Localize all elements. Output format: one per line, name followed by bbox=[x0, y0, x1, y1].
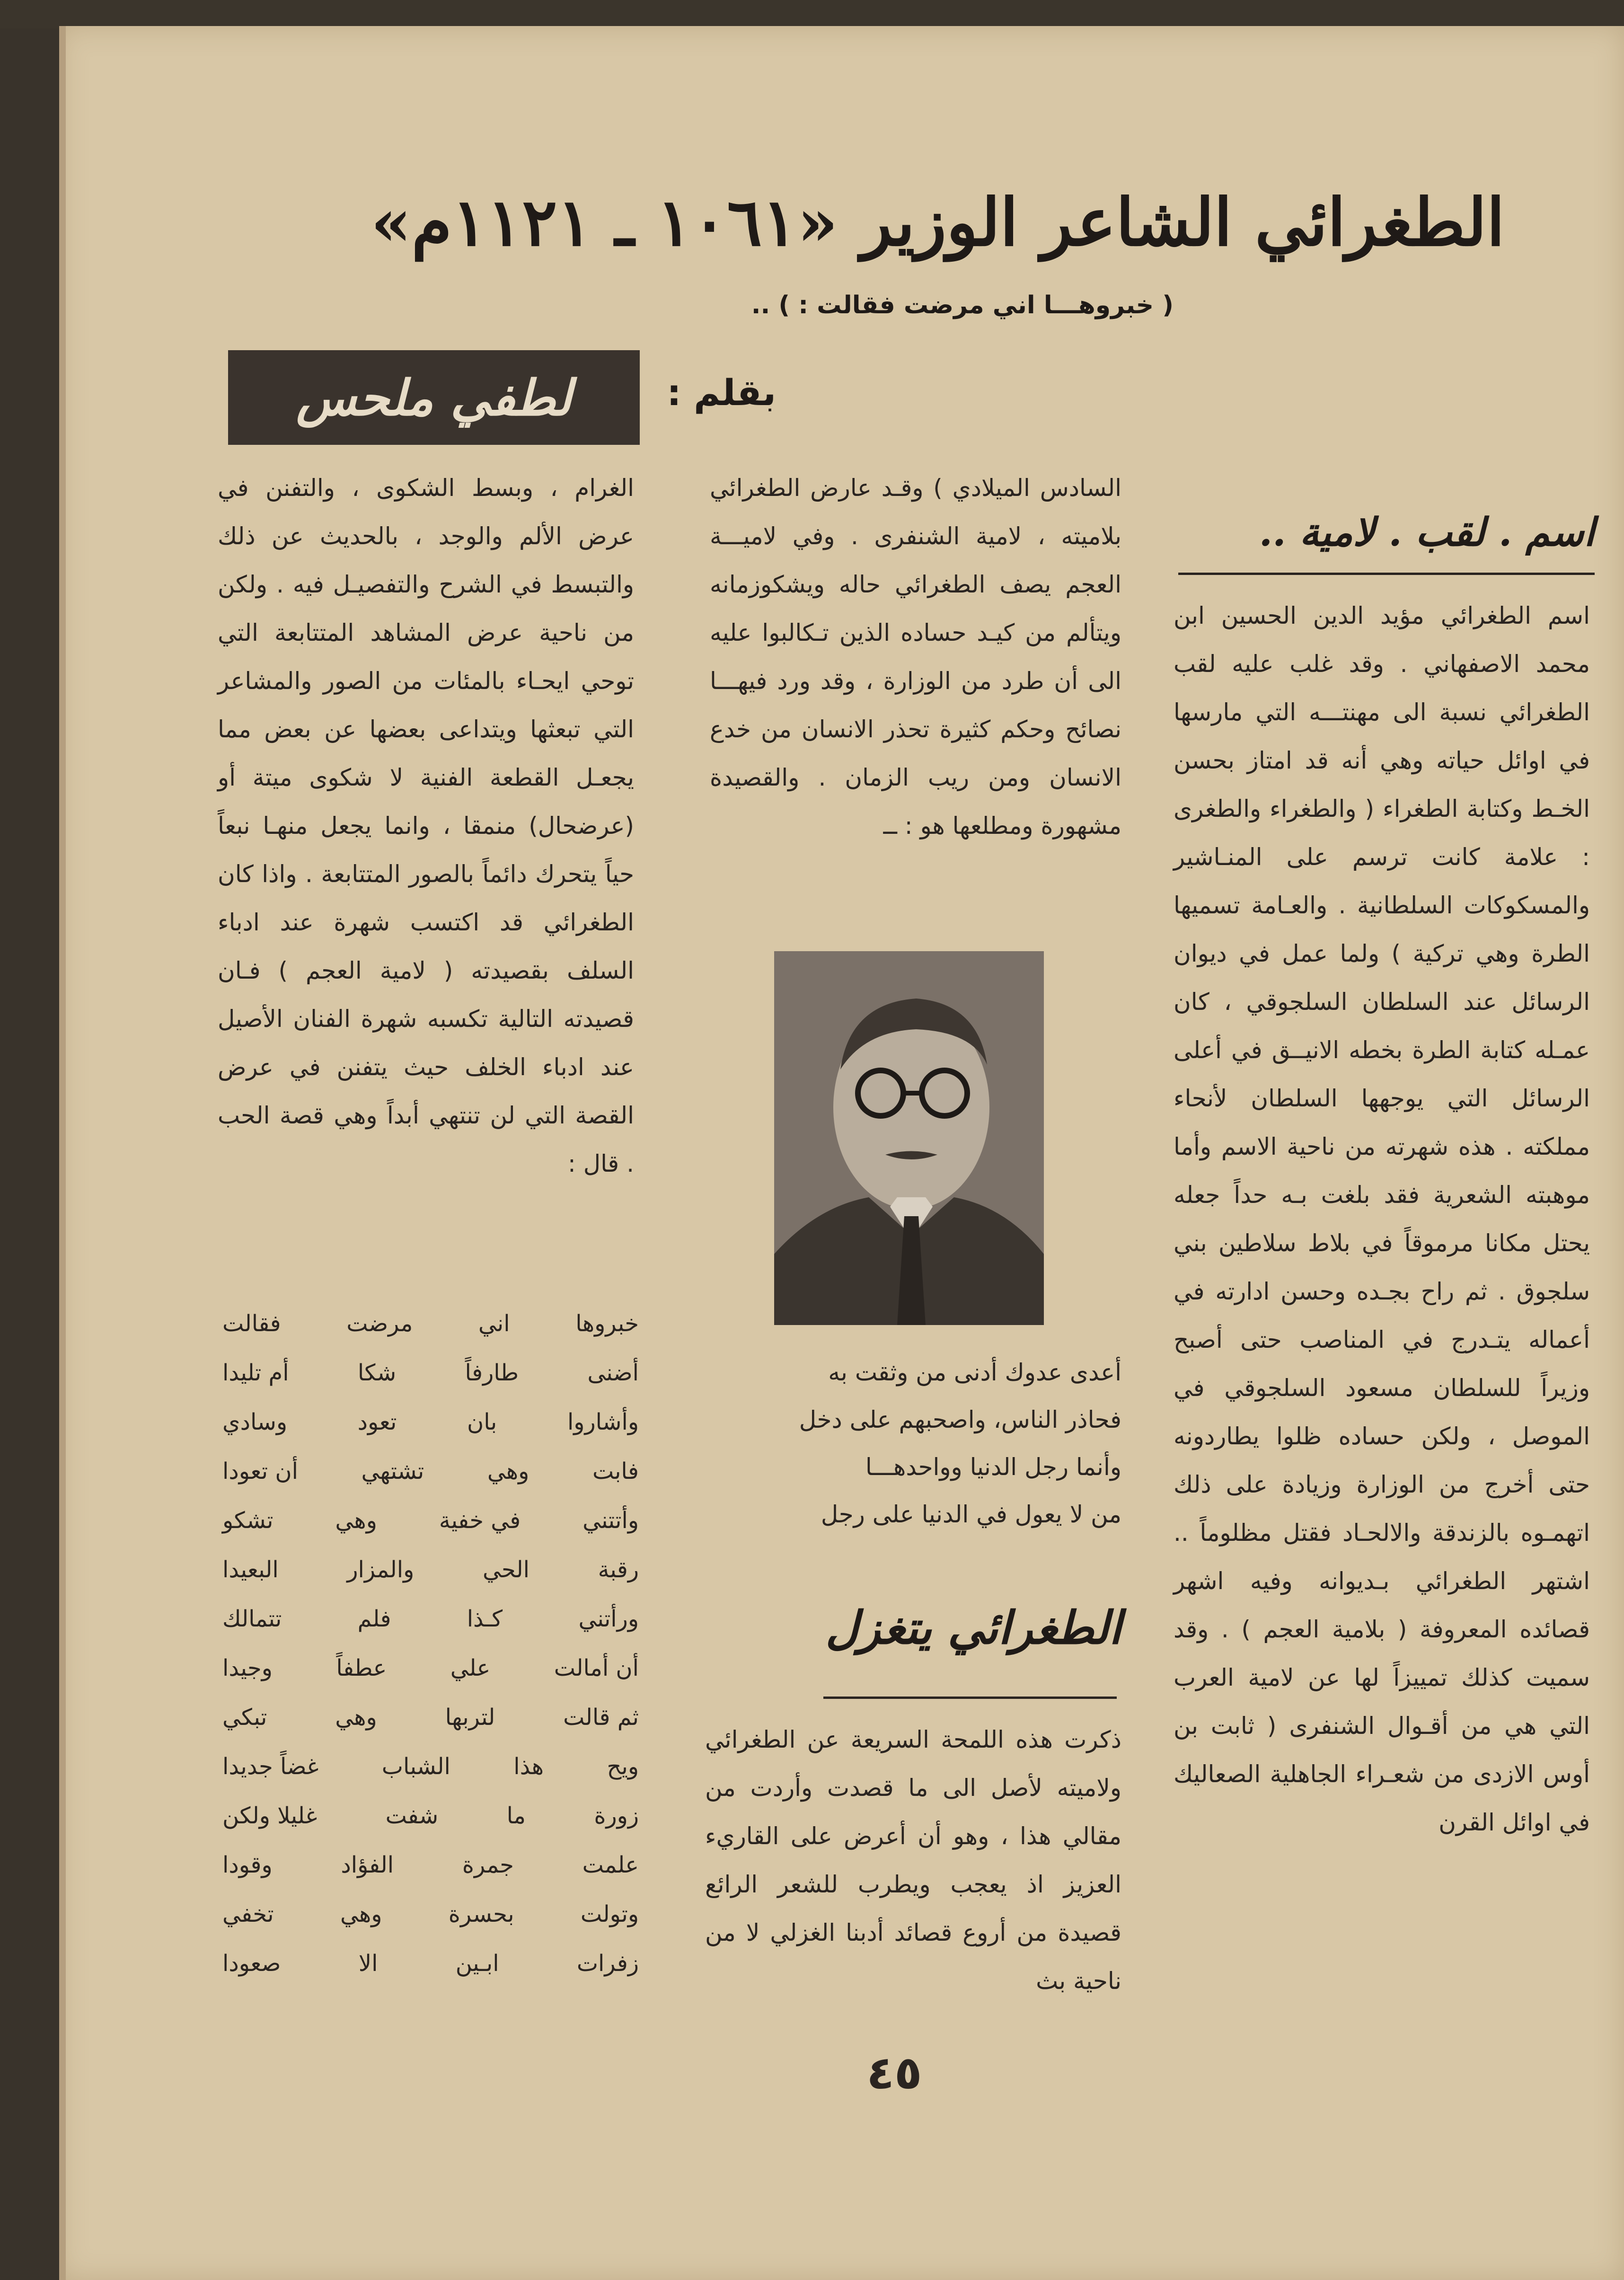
poem-word: وهي bbox=[487, 1458, 530, 1485]
poem-word: هذا bbox=[513, 1753, 544, 1780]
poem-word: زفرات bbox=[576, 1950, 639, 1977]
poem-word: بحسرة bbox=[448, 1901, 514, 1927]
poem-word: الشباب bbox=[381, 1753, 450, 1780]
poem-line bbox=[222, 1397, 639, 1447]
poem-word: وقودا bbox=[222, 1852, 273, 1878]
poem-line bbox=[222, 1840, 639, 1890]
poem-word: جمرة bbox=[462, 1852, 514, 1878]
poem-word: ابـين bbox=[455, 1950, 499, 1977]
poem-word: فقالت bbox=[222, 1310, 281, 1337]
portrait-image bbox=[774, 951, 1044, 1325]
poem-line bbox=[222, 1348, 639, 1397]
poem-word: ثم قالت bbox=[563, 1704, 639, 1731]
poem-line bbox=[222, 1594, 639, 1644]
poem-word: أضنى bbox=[587, 1360, 639, 1386]
poem-word: وهي bbox=[335, 1507, 377, 1534]
poem-word: الحي bbox=[482, 1556, 530, 1583]
scan-background-left bbox=[0, 0, 62, 2280]
poem-word: وأتتني bbox=[583, 1507, 639, 1534]
byline-author-box bbox=[228, 350, 640, 445]
right-column-paragraph: اسم الطغرائي مؤيد الدين الحسين ابن محمد الاصفهاني . وقد غلب عليه لقب الطغرائي نسبة الى مهنتـــه التي مارسها في اوائل حياته وهي أنه قد امتاز بحسن الخـط وكتابة الطغراء ( والطغراء والطغرى : علامة كانت ترسم على المنـاشير والمسكوكات السلطانية . والعـامة تسميها الطرة وهي تركية ) ولما عمل في ديوان الرسائل عند السلطان السلجوقي ، كان عمـله كتابة الطرة بخطه الانيــق في أعلى الرسائل التي يوجهها السلطان لأنحاء مملكته . هذه شهرته من ناحية الاسم وأما موهبته الشعرية فقد بلغت بـه حداً جعله يحتل مكانا مرموقاً في بلاط سلاطين بني سلجوق . ثم راح بجـده وحسن ادارته في أعماله يتـدرج في المناصب حتى أصبح وزيراً للسلطان مسعود السلجوقي في الموصل ، ولكن حساده ظلوا يطاردونه حتى أخرج من الوزارة وزيادة على ذلك اتهمـوه بالزندقة والالحـاد فقتل مظلوماً .. اشتهر الطغرائي بـديوانه وفيه اشهر قصائده المعروفة ( بلامية العجم ) . وقد سميت كذلك تمييزاً لها عن لامية العرب التي هي من أقـوال الشنفرى ( ثابت بن أوس الازدى من شعـراء الجاهلية الصعاليك في اوائل القرن bbox=[1174, 602, 1590, 1836]
poem-word: وأشاروا bbox=[567, 1409, 639, 1435]
byline-label: بقلم : bbox=[667, 371, 776, 414]
page-number: ٤٥ bbox=[866, 2046, 922, 2099]
middle-column-paragraph-bottom: ذكرت هذه اللمحة السريعة عن الطغرائي ولاميته لأصل الى ما قصدت وأردت من مقالي هذا ، وهو أن أعرض على القاريء العزيز اذ يعجب ويطرب للشعر الرائع قصيدة من أروع قصائد أدبنا الغزلي لا من ناحية بث bbox=[705, 1726, 1121, 1995]
poem-word: وهي bbox=[340, 1901, 382, 1927]
poem-line bbox=[222, 1890, 639, 1939]
poem-word: تتمالك bbox=[222, 1606, 282, 1632]
article-title: الطغرائي الشاعر الوزير «١٠٦١ ـ ١١٢١م» bbox=[371, 184, 1505, 261]
poem-word: اني bbox=[478, 1310, 510, 1337]
poem-line bbox=[222, 1644, 639, 1693]
poem-line bbox=[222, 1791, 639, 1840]
poem-word: كـذا bbox=[467, 1606, 503, 1632]
verse-line bbox=[705, 1349, 1121, 1396]
verse-line bbox=[705, 1443, 1121, 1491]
poem-word: طارفاً bbox=[465, 1360, 519, 1386]
verse-line bbox=[705, 1396, 1121, 1443]
verse-line bbox=[705, 1491, 1121, 1538]
poem-word: شفت bbox=[385, 1803, 439, 1829]
poem-line bbox=[222, 1742, 639, 1791]
poem-word: خبروها bbox=[575, 1310, 639, 1337]
poem-word: لتربها bbox=[445, 1704, 495, 1731]
poem-line bbox=[222, 1693, 639, 1742]
ghazal-poem bbox=[222, 1299, 639, 1995]
poem-word: غليلا ولكن bbox=[222, 1803, 318, 1829]
poem-word: أن أمالت bbox=[554, 1655, 639, 1681]
verse-text: من لا يعول في الدنيا على رجل bbox=[821, 1501, 1121, 1528]
middle-column-bottom-text bbox=[705, 1715, 1121, 2018]
poem-word: عطفاً bbox=[336, 1655, 387, 1681]
verse-text: فحاذر الناس، واصحبهم على دخل bbox=[799, 1406, 1121, 1433]
page-binding-edge bbox=[59, 26, 66, 2280]
poem-word: زورة bbox=[594, 1803, 639, 1829]
poem-word: تخفي bbox=[222, 1901, 274, 1927]
poem-word: ما bbox=[506, 1803, 526, 1829]
section-heading-ghazal: الطغرائي يتغزل bbox=[825, 1601, 1121, 1654]
article-subtitle: ( خبروهـــا اني مرضت فقالت : ) .. bbox=[751, 291, 1174, 319]
poem-word: شكا bbox=[357, 1360, 397, 1386]
poem-word: غضاً جديدا bbox=[222, 1753, 319, 1780]
poem-word: علي bbox=[450, 1655, 491, 1681]
poem-line bbox=[222, 1496, 639, 1545]
left-column-text bbox=[218, 464, 634, 1278]
scan-background-top bbox=[0, 0, 1624, 28]
middle-column-top-text bbox=[710, 464, 1121, 918]
poem-word: أم تليدا bbox=[222, 1360, 289, 1386]
section-heading-rule bbox=[823, 1697, 1117, 1699]
left-column-paragraph: الغرام ، وبسط الشكوى ، والتفنن في عرض الألم والوجد ، بالحديث عن ذلك والتبسط في الشرح والتفصيـل فيه . ولكن من ناحية عرض المشاهد المتتابعة التي توحي ايحـاء بالمئات من الصور والمشاعر التي تبعثها ويتداعى بعضها عن بعض مما يجعـل القطعة الفنية لا شكوى ميتة أو (عرضحال) منمقا ، وانما يجعل منهـا نبعاً حياً يتحرك دائماً بالصور المتتابعة . واذا كان الطغرائي قد اكتسب شهرة عند ادباء السلف بقصيدته ( لامية العجم ) فـان قصيدته التالية تكسبه شهرة الفنان الأصيل عند ادباء الخلف حيث يتفنن في عرض القصة التي لن تنتهي أبداً وهي قصة الحب . قال : bbox=[218, 474, 634, 1177]
poem-word: البعيدا bbox=[222, 1556, 279, 1583]
right-column-text bbox=[1174, 592, 1590, 2021]
poem-word: والمزار bbox=[347, 1556, 415, 1583]
poem-word: صعودا bbox=[222, 1950, 281, 1977]
poem-word: رقبة bbox=[598, 1556, 639, 1583]
poem-word: فابت bbox=[592, 1458, 639, 1485]
poem-word: أن تعودا bbox=[222, 1458, 298, 1485]
poem-word: الا bbox=[358, 1950, 378, 1977]
poem-word: تشكو bbox=[222, 1507, 274, 1534]
poem-word: تعود bbox=[357, 1409, 397, 1435]
poem-line bbox=[222, 1447, 639, 1496]
section-heading-name: اسم . لقب . لامية .. bbox=[1259, 510, 1595, 555]
poem-line bbox=[222, 1545, 639, 1594]
poem-word: ورأتني bbox=[578, 1606, 639, 1632]
poem-word: وتولت bbox=[580, 1901, 639, 1927]
author-portrait-photo bbox=[774, 951, 1044, 1325]
poem-word: تبكي bbox=[222, 1704, 267, 1731]
poem-word: فلم bbox=[357, 1606, 391, 1632]
middle-column-paragraph-top: السادس الميلادي ) وقـد عارض الطغرائي بلاميته ، لامية الشنفرى . وفي لاميـــة العجم يصف الطغرائي حاله ويشكوزمانه ويتألم من كيـد حساده الذين تـكالبوا عليه الى أن طرد من الوزارة ، وقد ورد فيهـــا نصائح وحكم كثيرة تحذر الانسان من خدع الانسان ومن ريب الزمان . والقصيدة مشهورة ومطلعها هو : ــ bbox=[710, 474, 1121, 840]
poem-line bbox=[222, 1939, 639, 1988]
poem-line bbox=[222, 1299, 639, 1348]
poem-word: وسادي bbox=[222, 1409, 287, 1435]
poem-word: في خفية bbox=[439, 1507, 521, 1534]
opening-verse bbox=[705, 1349, 1121, 1547]
verse-text: أعدى عدوك أدنى من وثقت به bbox=[828, 1359, 1121, 1386]
verse-text: وأنما رجل الدنيا وواحدهـــا bbox=[865, 1453, 1121, 1481]
poem-word: وهي bbox=[335, 1704, 377, 1731]
poem-word: مرضت bbox=[346, 1310, 413, 1337]
poem-word: علمت bbox=[582, 1852, 639, 1878]
byline-author: لطفي ملحس bbox=[296, 368, 572, 427]
poem-word: الفؤاد bbox=[341, 1852, 394, 1878]
section-heading-rule bbox=[1178, 573, 1595, 575]
poem-word: تشتهي bbox=[361, 1458, 424, 1485]
poem-word: بان bbox=[467, 1409, 497, 1435]
poem-word: ويح bbox=[607, 1753, 639, 1780]
poem-word: وجيدا bbox=[222, 1655, 273, 1681]
